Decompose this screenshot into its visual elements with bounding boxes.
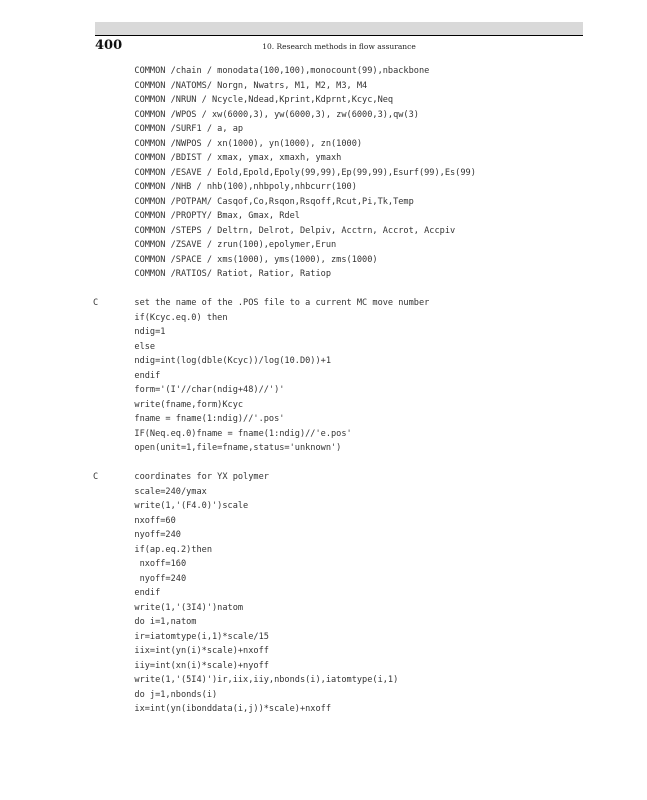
code-line: form='(I'//char(ndig+48)//')' <box>93 385 285 395</box>
code-line: COMMON /SPACE / xms(1000), yms(1000), zms(1000) <box>93 254 378 265</box>
code-line: do i=1,natom <box>93 617 197 627</box>
code-line: COMMON /ZSAVE / zrun(100),epolymer,Erun <box>93 240 337 250</box>
code-line: COMMON /NRUN / Ncycle,Ndead,Kprint,Kdprnt,Kcyc,Neq <box>93 95 394 105</box>
code-line: nxoff=160 <box>93 559 187 569</box>
code-line: scale=240/ymax <box>93 486 207 497</box>
header-rule <box>95 35 583 36</box>
code-line: endif <box>93 588 161 598</box>
code-line: C coordinates for YX polymer <box>93 472 269 482</box>
code-line: if(ap.eq.2)then <box>93 544 212 555</box>
code-line: write(1,'(5I4)')ir,iix,iiy,nbonds(i),iatomtype(i,1) <box>93 675 399 685</box>
code-line: fname = fname(1:ndig)//'.pos' <box>93 414 285 424</box>
code-listing <box>93 64 476 717</box>
code-line <box>93 282 476 297</box>
code-line: COMMON /WPOS / xw(6000,3), yw(6000,3), zw(6000,3),qw(3) <box>93 109 419 120</box>
code-line <box>93 456 476 471</box>
code-line: COMMON /BDIST / xmax, ymax, xmaxh, ymaxh <box>93 153 342 163</box>
code-line: COMMON /chain / monodata(100,100),monocount(99),nbackbone <box>93 66 430 76</box>
code-line: ir=iatomtype(i,1)*scale/15 <box>93 631 269 642</box>
code-line: if(Kcyc.eq.0) then <box>93 312 228 323</box>
code-line: write(1,'(F4.0)')scale <box>93 501 249 511</box>
header-band <box>95 22 583 35</box>
code-line: iiy=int(xn(i)*scale)+nyoff <box>93 660 269 671</box>
running-title: 10. Research methods in flow assurance <box>262 42 416 51</box>
code-line: write(fname,form)Kcyc <box>93 399 244 410</box>
code-line: nyoff=240 <box>93 573 187 584</box>
code-line: write(1,'(3I4)')natom <box>93 602 244 613</box>
page-number: 400 <box>95 38 123 53</box>
code-line: COMMON /POTPAM/ Casqof,Co,Rsqon,Rsqoff,Rcut,Pi,Tk,Temp <box>93 196 414 207</box>
code-line: COMMON /RATIOS/ Ratiot, Ratior, Ratiop <box>93 269 331 279</box>
code-line: nyoff=240 <box>93 530 181 540</box>
code-line: ndig=int(log(dble(Kcyc))/log(10.D0))+1 <box>93 356 331 366</box>
code-line: COMMON /SURF1 / a, ap <box>93 124 244 134</box>
code-line: open(unit=1,file=fname,status='unknown') <box>93 443 342 453</box>
code-line: endif <box>93 370 161 381</box>
code-line: COMMON /NWPOS / xn(1000), yn(1000), zn(1000) <box>93 138 363 149</box>
code-line: COMMON /ESAVE / Eold,Epold,Epoly(99,99),Ep(99,99),Esurf(99),Es(99) <box>93 167 476 178</box>
code-line: iix=int(yn(i)*scale)+nxoff <box>93 646 269 656</box>
code-line: C set the name of the .POS file to a current MC move number <box>93 298 430 308</box>
code-line: else <box>93 341 156 352</box>
code-line: COMMON /NATOMS/ Norgn, Nwatrs, M1, M2, M3, M4 <box>93 80 368 91</box>
code-line: ix=int(yn(ibonddata(i,j))*scale)+nxoff <box>93 704 331 714</box>
code-line: COMMON /PROPTY/ Bmax, Gmax, Rdel <box>93 211 300 221</box>
code-line: COMMON /STEPS / Deltrn, Delrot, Delpiv, Acctrn, Accrot, Accpiv <box>93 225 456 236</box>
code-line: IF(Neq.eq.0)fname = fname(1:ndig)//'e.pos' <box>93 428 352 439</box>
code-line: nxoff=60 <box>93 515 176 526</box>
code-line: ndig=1 <box>93 327 166 337</box>
code-line: COMMON /NHB / nhb(100),nhbpoly,nhbcurr(100) <box>93 182 357 192</box>
code-line: do j=1,nbonds(i) <box>93 689 218 700</box>
